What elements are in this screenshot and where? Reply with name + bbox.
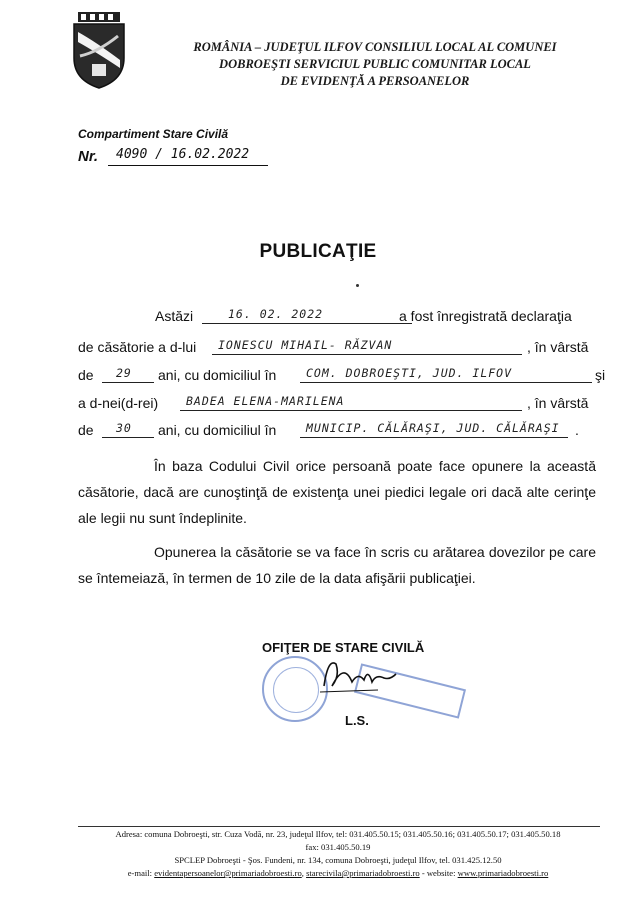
text-period: . — [575, 422, 579, 438]
footer-spclep: SPCLEP Dobroeşti - Şos. Fundeni, nr. 134, comuna Dobroeşti, judeţul Ilfov, tel. 031.425.12.50 — [174, 855, 502, 865]
text-de-1: de — [78, 367, 94, 383]
email-link-evidenta[interactable]: evidentapersoanelor@primariadobroesti.ro — [154, 868, 302, 878]
registration-number-label: Nr. — [78, 148, 99, 165]
text-marriage-of-mr: de căsătorie a d-lui — [78, 339, 197, 355]
text-registered: a fost înregistrată declaraţia — [399, 308, 572, 324]
text-domicile-1: ani, cu domiciliul în — [158, 367, 277, 383]
bride-age: 30 — [102, 419, 154, 438]
text-and: şi — [595, 367, 606, 383]
text-aged-1: , în vârstă — [527, 339, 589, 355]
officer-title: OFIŢER DE STARE CIVILĂ — [262, 640, 425, 655]
text-astazi: Astăzi — [155, 308, 194, 324]
department-label: Compartiment Stare Civilă — [78, 127, 229, 141]
paragraph-opposition: În baza Codului Civil orice persoană poate face opunere la această căsătorie, dacă are cunoştinţă de existenţa unei piedici legale ori dacă alte cerinţe ale legii nu sunt îndeplinite. — [78, 458, 596, 526]
header-line-3: DE EVIDENŢĂ A PERSOANELOR — [280, 74, 470, 88]
text-domicile-2: ani, cu domiciliul în — [158, 422, 277, 438]
page-title: PUBLICAŢIE — [259, 241, 377, 262]
text-aged-2: , în vârstă — [527, 395, 589, 411]
footer-divider — [78, 826, 600, 827]
registration-number-value: 4090 / 16.02.2022 — [108, 145, 268, 166]
bride-address: MUNICIP. CĂLĂRAŞI, JUD. CĂLĂRAŞI — [300, 419, 568, 438]
handwritten-signature — [318, 652, 398, 696]
coat-of-arms-icon — [70, 12, 128, 90]
website-label: - website: — [421, 868, 456, 878]
declaration-date: 16. 02. 2022 — [202, 305, 412, 324]
footer-contact — [60, 868, 616, 878]
locus-sigilli-label: L.S. — [345, 713, 369, 728]
groom-age: 29 — [102, 364, 154, 383]
groom-name: IONESCU MIHAIL- RĂZVAN — [212, 336, 522, 355]
footer-fax: fax: 031.405.50.19 — [305, 842, 371, 852]
bride-name: BADEA ELENA-MARILENA — [180, 392, 522, 411]
website-link[interactable]: www.primariadobroesti.ro — [457, 868, 549, 878]
email-separator: , — [301, 868, 304, 878]
groom-address: COM. DOBROEŞTI, JUD. ILFOV — [300, 364, 592, 383]
footer-address: Adresa: comuna Dobroeşti, str. Cuza Vodă, nr. 23, judeţul Ilfov, tel: 031.405.50.15; 031.405.50.16; 031.405.50.17; 031.405.50.18 — [115, 829, 561, 839]
email-link-starecivila[interactable]: starecivila@primariadobroesti.ro — [306, 868, 420, 878]
text-mrs: a d-nei(d-rei) — [78, 395, 159, 411]
email-label: e-mail: — [127, 868, 153, 878]
text-de-2: de — [78, 422, 94, 438]
ink-dot — [356, 284, 359, 287]
header-line-2: DOBROEŞTI SERVICIUL PUBLIC COMUNITAR LOCAL — [219, 57, 531, 71]
header-line-1: ROMÂNIA – JUDEŢUL ILFOV CONSILIUL LOCAL AL COMUNEI — [193, 40, 557, 54]
paragraph-deadline: Opunerea la căsătorie se va face în scris cu arătarea dovezilor pe care se întemeiază, în termen de 10 zile de la data afişării publicaţiei. — [78, 544, 596, 586]
